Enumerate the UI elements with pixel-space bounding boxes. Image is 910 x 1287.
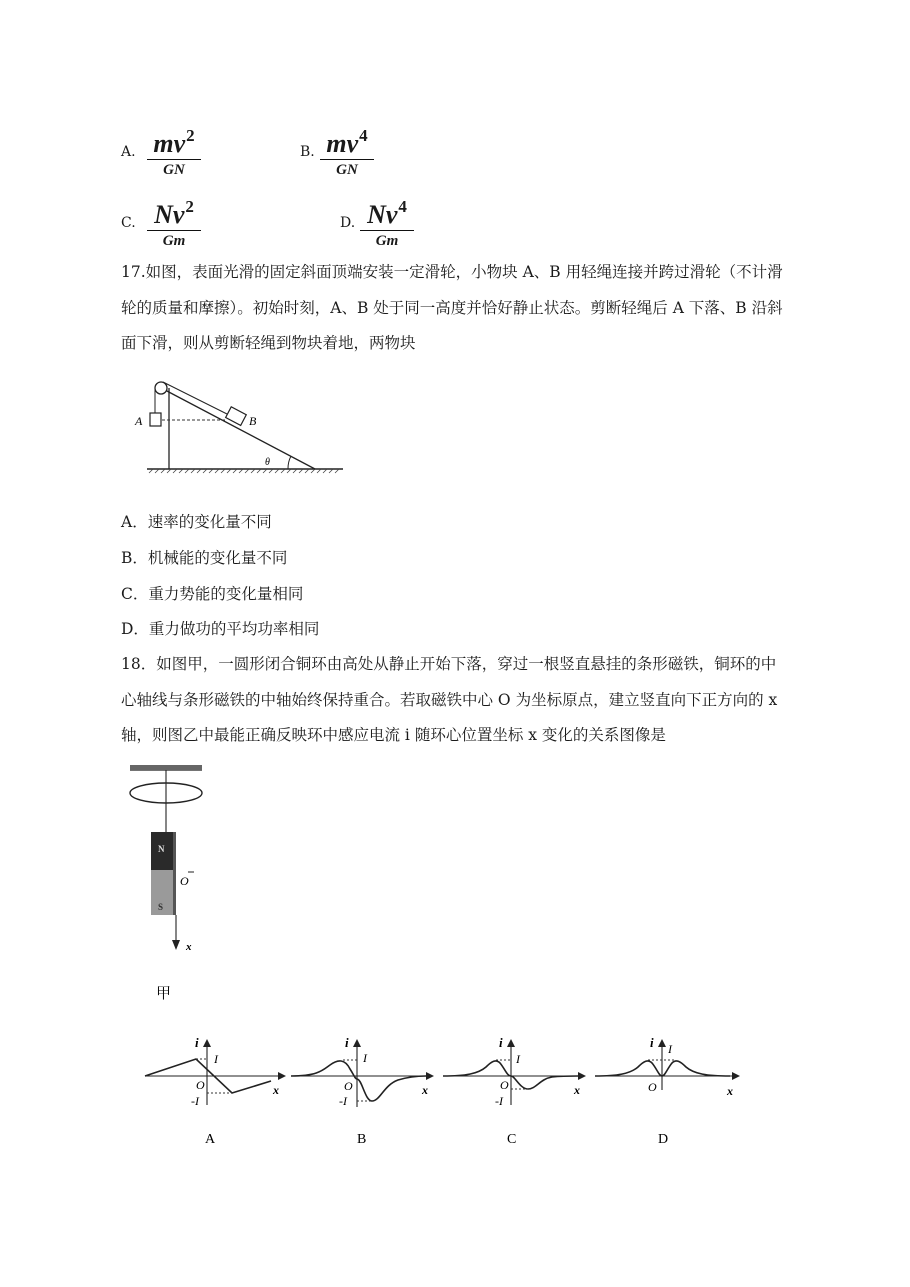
option-label: C. [121,215,136,231]
magnet-edge [173,832,176,915]
option-label: A. [121,144,136,160]
label-origin: O [648,1080,657,1094]
label-neg: -I [495,1094,503,1108]
angle-arc [288,456,291,469]
fraction [360,193,414,249]
q18-stem-line-2: 心轴线与条形磁铁的中轴始终保持重合。若取磁铁中心 O 为坐标原点，建立竖直向下正方向的 x [121,691,778,709]
axis-i-label: i [650,1035,654,1050]
caption-jia: 甲 [156,986,172,1002]
label-b: B [249,414,257,428]
numerator: mv [326,129,359,158]
magnet-ring-figure [120,760,230,1005]
x-axis-arrow [578,1072,586,1080]
label-pos: I [363,1051,367,1065]
numerator: Nv [154,200,185,229]
axis-i-label: i [499,1035,503,1050]
fraction-bar [147,230,201,231]
graph-a[interactable] [140,1035,290,1150]
q17-option-b: B．机械能的变化量不同 [121,549,288,567]
label-s: S [158,902,164,912]
ceiling [130,765,202,770]
block-a [150,413,161,426]
fraction-bar [320,159,374,160]
q17-option-c: C．重力势能的变化量相同 [121,585,304,603]
axis-i-label: i [195,1035,199,1050]
fraction [320,122,374,178]
q17-option-a: A．速率的变化量不同 [121,513,272,531]
exponent: 2 [186,126,195,145]
q17-option-d: D．重力做功的平均功率相同 [121,620,320,638]
block-b [226,407,247,426]
rope-to-b [163,382,229,415]
option-label: B. [300,144,315,160]
q18-stem-line-3: 轴，则图乙中最能正确反映环中感应电流 i 随环心位置坐标 x 变化的关系图像是 [121,726,666,744]
denominator: Gm [162,233,186,250]
q17-stem-line-3: 面下滑，则从剪断轻绳到物块着地，两物块 [121,334,416,352]
denominator: Gm [375,233,399,250]
label-x: x [186,941,192,953]
i-axis-arrow [507,1039,515,1047]
label-pos: I [668,1042,672,1056]
axis-x-label: x [574,1083,580,1097]
option-label: D. [340,215,356,231]
i-axis-arrow [658,1039,666,1047]
pulley [155,382,167,394]
i-axis-arrow [353,1039,361,1047]
axis-i-label: i [345,1035,349,1050]
label-neg: -I [339,1094,347,1108]
caption: C [507,1132,517,1147]
denominator: GN [163,162,185,179]
numerator: Nv [367,200,398,229]
label-n: N [158,844,165,854]
label-pos: I [516,1052,520,1066]
graph-b[interactable] [288,1035,438,1150]
x-axis-arrow [172,940,180,950]
ground [147,469,343,473]
x-axis-arrow [426,1072,434,1080]
caption: A [205,1132,216,1147]
label-o: O [180,874,189,888]
fraction [147,193,201,249]
axis-x-label: x [273,1083,279,1097]
denominator: GN [336,162,358,179]
q17-stem-line-2: 轮的质量和摩擦）。初始时刻，A、B 处于同一高度并恰好静止状态。剪断轻绳后 A 下落、B 沿斜 [121,299,783,317]
exponent: 2 [185,197,194,216]
axis-x-label: x [422,1083,428,1097]
label-neg: -I [191,1094,199,1108]
fraction-bar [147,159,201,160]
caption: B [357,1132,367,1147]
caption: D [658,1132,669,1147]
label-origin: O [344,1079,353,1093]
incline-surface [165,390,315,469]
label-theta: θ [265,457,270,468]
i-axis-arrow [203,1039,211,1047]
fraction-bar [360,230,414,231]
q18-stem-line-1: 18．如图甲，一圆形闭合铜环由高处从静止开始下落，穿过一根竖直悬挂的条形磁铁，铜环的中 [121,655,777,673]
q17-stem-line-1: 17.如图，表面光滑的固定斜面顶端安装一定滑轮，小物块 A、B 用轻绳连接并跨过滑轮（不计滑 [121,263,783,281]
graph-d[interactable] [592,1035,747,1150]
exponent: 4 [359,126,368,145]
x-axis-arrow [278,1072,286,1080]
label-origin: O [196,1078,205,1092]
label-origin: O [500,1078,509,1092]
label-a: A [135,414,143,428]
exponent: 4 [398,197,407,216]
incline-pulley-figure [125,372,360,482]
x-axis-arrow [732,1072,740,1080]
graph-c[interactable] [440,1035,590,1150]
numerator: mv [153,129,186,158]
axis-x-label: x [727,1084,733,1098]
fraction [147,122,201,178]
curve [291,1061,426,1101]
label-pos: I [214,1052,218,1066]
